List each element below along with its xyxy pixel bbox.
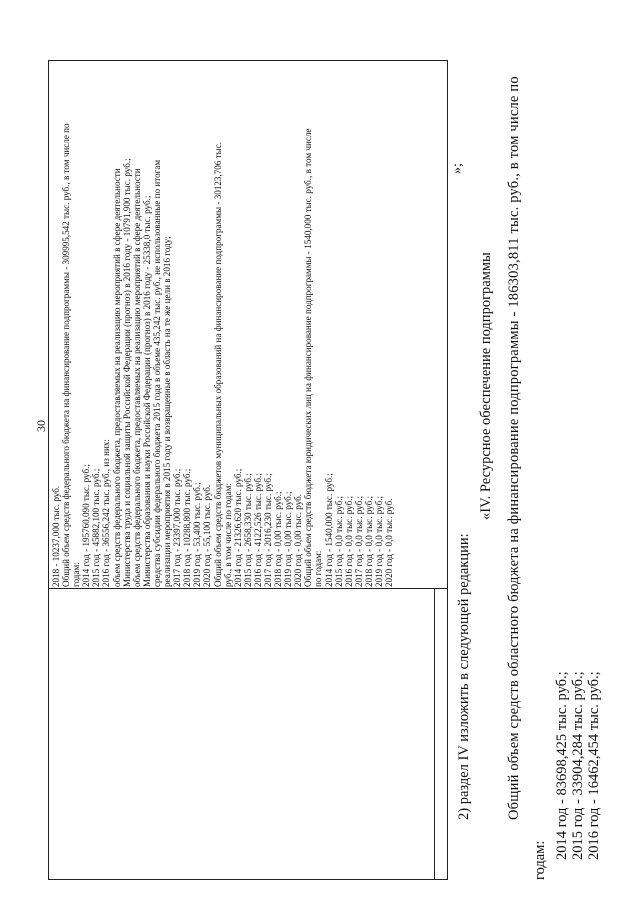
section-heading: «IV. Ресурсное обеспечение подпрограммы	[478, 252, 494, 520]
table-line: 2019 год - 0,00 тыс. руб.;	[283, 491, 294, 587]
table-line: 2019 год - 53,400 тыс. руб.;	[192, 482, 203, 587]
table-line: 2014 год - 21326,620 тыс. руб.;	[232, 468, 243, 587]
table-line: 2016 год - 0,0 тыс. руб.;	[343, 495, 354, 587]
year-line: 2014 год - 83698,425 тыс. руб.;	[554, 671, 570, 860]
funding-paragraph: Общий объем средств областного бюджета на финансирование подпрограммы - 186303,811 тыс. руб., в том числе по	[506, 76, 522, 820]
table-line: 2020 год - 0,00 тыс. руб.	[293, 493, 304, 587]
table-line: Общий объем средств бюджетов муниципальных образований на финансирование подпрограммы - 30123,706 тыс.	[212, 141, 223, 587]
table-line: реализации мероприятия в 2015 году и возвращенные в область на те же цели в 2016 году;	[162, 236, 173, 587]
table-line: Общий объем средств федерального бюджета на финансирование подпрограммы - 309995,542 тыс. руб., в том числе по	[61, 123, 72, 587]
table-line: руб., в том числе по годам:	[222, 483, 233, 587]
table-line: 2017 год - 23397,000 тыс. руб.;	[172, 468, 183, 587]
table-line: 2020 год - 55,100 тыс. руб.	[202, 484, 213, 587]
table-line: Министерства образования и науки Российской Федерации (прогноз) в 2016 году - 25338,0 тыс. руб.;	[141, 195, 152, 587]
page-number: 30	[34, 420, 48, 432]
table-line: 2020 год - 0,0 тыс. руб.	[384, 498, 395, 587]
table-line: средства субсидии федерального бюджета 2015 года в объеме 435,242 тыс. руб., не использованные по итогам	[151, 159, 162, 587]
table-line: 2018 год - 0,00 тыс. руб.;	[273, 491, 284, 587]
table-left-column	[49, 588, 447, 879]
table-line: 2015 год - 2658,330 тыс. руб.;	[242, 473, 253, 587]
rotated-page-content	[48, 60, 602, 880]
table-line: 2018 - 10237,000 тыс. руб.	[51, 485, 61, 587]
resources-table	[48, 60, 448, 880]
funding-paragraph-cont: годам:	[532, 840, 548, 880]
year-list	[554, 671, 602, 860]
closing-quote: »;	[450, 163, 465, 174]
year-line: 2015 год - 33904,284 тыс. руб.;	[570, 671, 586, 860]
table-right-column	[51, 67, 394, 587]
table-line: по годам:	[313, 550, 324, 587]
table-line: объем средств федерального бюджета, предоставляемых на реализацию мероприятий в сфере деятельности	[111, 168, 122, 587]
year-line: 2016 год - 16462,454 тыс. руб.;	[586, 671, 602, 860]
table-line: 2016 год - 4122,526 тыс. руб.;	[252, 473, 263, 587]
table-line: 2014 год - 1540,000 тыс. руб.;	[323, 473, 334, 587]
table-line: 2018 год - 0,0 тыс. руб.;	[363, 495, 374, 587]
table-line: 2017 год - 0,0 тыс. руб.;	[353, 495, 364, 587]
amendment-intro: 2) раздел IV изложить в следующей редакции:	[456, 533, 472, 820]
table-line: 2014 год - 195760,090 тыс. руб.;	[81, 464, 92, 587]
table-line: 2019 год - 0,0 тыс. руб.;	[374, 495, 384, 587]
table-line: годам:	[71, 562, 82, 587]
table-row-divider	[434, 589, 435, 879]
table-line: Общий объем средств бюджета юридических лиц на финансирование подпрограммы - 1540,000 тыс. руб., в том числе	[303, 128, 314, 587]
table-line: 2015 год - 45882,100 тыс. руб.;	[91, 468, 102, 587]
table-line: 2017 год - 2016,230 тыс. руб.;	[262, 473, 273, 587]
table-line: 2018 год - 10288,800 тыс. руб.;	[182, 468, 193, 587]
table-line: 2016 год - 36556,242 тыс. руб., из них:	[101, 439, 112, 587]
table-line: объем средств федерального бюджета, предоставляемых на реализацию мероприятий в сфере деятельности	[131, 168, 142, 587]
table-line: Министерства труда и социальной защиты Российской Федерации (прогноз) в 2016 году - 10791,900 тыс. руб.;	[121, 158, 132, 587]
table-line: 2015 год - 0,0 тыс. руб.;	[333, 495, 344, 587]
